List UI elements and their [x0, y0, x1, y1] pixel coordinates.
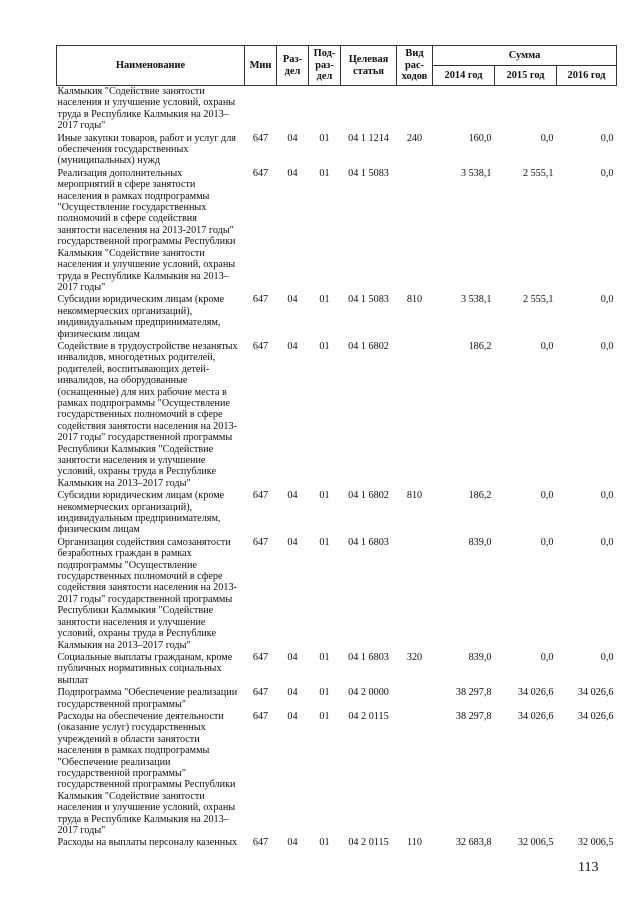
cell-2016: 0,0	[600, 651, 614, 663]
cell-razdel	[277, 86, 309, 132]
cell-target-article: 04 2 0000	[348, 687, 389, 699]
table-row	[57, 536, 617, 651]
cell-2014: 38 297,8	[455, 687, 492, 699]
cell-target-article: 04 1 6802	[348, 340, 389, 352]
cell-2015: 0,0	[540, 651, 554, 663]
cell-2015: 2 555,1	[522, 167, 554, 179]
cell-podrazdel: 01	[319, 837, 330, 849]
cell-podrazdel: 01	[319, 710, 330, 722]
header-expense-type: Вид рас- ходов	[397, 46, 433, 86]
cell-expense-type	[397, 710, 433, 836]
cell-2016: 34 026,6	[577, 687, 614, 699]
cell-expense-type: 320	[406, 651, 423, 663]
table-body	[57, 86, 617, 849]
cell-2015: 0,0	[540, 340, 554, 352]
cell-2016: 0,0	[600, 132, 614, 144]
budget-table-sheet	[56, 45, 616, 849]
cell-2016: 0,0	[600, 167, 614, 179]
cell-2014: 3 538,1	[460, 167, 492, 179]
cell-2015: 32 006,5	[517, 837, 554, 849]
cell-podrazdel: 01	[319, 340, 330, 352]
header-target-article: Целевая статья	[341, 46, 397, 86]
cell-2015: 0,0	[540, 132, 554, 144]
cell-podrazdel: 01	[319, 294, 330, 306]
cell-min: 647	[252, 536, 269, 548]
cell-razdel: 04	[287, 536, 298, 548]
cell-2015: 0,0	[540, 536, 554, 548]
cell-target-article	[341, 86, 397, 132]
table-row	[57, 686, 617, 710]
cell-target-article: 04 1 6803	[348, 536, 389, 548]
cell-razdel: 04	[287, 294, 298, 306]
budget-table	[56, 45, 617, 849]
cell-2015: 34 026,6	[517, 710, 554, 722]
cell-2014: 32 683,8	[455, 837, 492, 849]
header-podrazdel: Под- раз- дел	[309, 46, 341, 86]
cell-name: Расходы на выплаты персоналу казенных	[57, 837, 238, 849]
cell-razdel: 04	[287, 340, 298, 352]
cell-target-article: 04 1 6803	[348, 651, 389, 663]
cell-razdel: 04	[287, 132, 298, 144]
cell-name: Субсидии юридическим лицам (кроме некоммерческих организаций), индивидуальным предпринимателям, физическим лицам	[57, 294, 225, 340]
header-year-2016: 2016 год	[557, 66, 617, 86]
cell-expense-type: 240	[406, 132, 423, 144]
cell-2014: 186,2	[468, 490, 492, 502]
cell-razdel: 04	[287, 687, 298, 699]
cell-expense-type: 810	[406, 490, 423, 502]
table-row	[57, 167, 617, 293]
cell-2016: 34 026,6	[577, 710, 614, 722]
cell-name: Калмыкия "Содействие занятости населения и улучшение условий, охраны труда в Республике Калмыкия на 2013–2017 годы"	[57, 86, 236, 132]
cell-min: 647	[252, 687, 269, 699]
table-row	[57, 293, 617, 340]
cell-2014: 3 538,1	[460, 294, 492, 306]
cell-name: Реализация дополнительных мероприятий в сфере занятости населения в рамках подпрограммы "Осуществление государственных полномочий в сфере содействия занятости населения на 2013-2017 годы" государственной программы Республики Калмыкия "Содействие занятости населения и улучшение условий, охраны труда в Республике Калмыкия на 2013–2017 годы"	[57, 167, 236, 293]
cell-target-article: 04 1 5083	[348, 294, 389, 306]
cell-2015	[495, 86, 557, 132]
header-year-2015: 2015 год	[495, 66, 557, 86]
cell-razdel: 04	[287, 490, 298, 502]
cell-min: 647	[252, 651, 269, 663]
cell-name: Подпрограмма "Обеспечение реализации государственной программы"	[57, 687, 238, 710]
cell-min: 647	[252, 294, 269, 306]
cell-podrazdel: 01	[319, 167, 330, 179]
cell-2014	[433, 86, 495, 132]
cell-expense-type	[397, 86, 433, 132]
cell-target-article: 04 1 6802	[348, 490, 389, 502]
header-name: Наименование	[57, 46, 245, 86]
cell-expense-type: 110	[407, 837, 422, 849]
cell-name: Содействие в трудоустройстве незанятых инвалидов, многодетных родителей, родителей, воспитывающих детей-инвалидов, на оборудованные (оснащенные) для них рабочие места в рамках подпрограммы "Осуществление государственных полномочий в сфере содействия занятости населения на 2013-2017 годы" государственной программы Республики Калмыкия "Содействие занятости населения и улучшение условий, охраны труда в Республике Калмыкия на 2013–2017 годы"	[57, 340, 238, 489]
cell-podrazdel: 01	[319, 687, 330, 699]
table-header	[57, 46, 617, 86]
page-number: 113	[578, 860, 599, 875]
cell-podrazdel: 01	[319, 536, 330, 548]
cell-2016: 0,0	[600, 340, 614, 352]
cell-name: Социальные выплаты гражданам, кроме публичных нормативных социальных выплат	[57, 651, 233, 686]
cell-razdel: 04	[287, 710, 298, 722]
cell-podrazdel: 01	[319, 490, 330, 502]
cell-podrazdel: 01	[319, 651, 330, 663]
cell-2015: 34 026,6	[517, 687, 554, 699]
table-row	[57, 340, 617, 489]
header-sum: Сумма	[433, 46, 617, 66]
cell-target-article: 04 2 0115	[348, 710, 389, 722]
cell-expense-type: 810	[406, 294, 423, 306]
table-row	[57, 836, 617, 848]
cell-podrazdel	[309, 86, 341, 132]
cell-2016: 0,0	[600, 536, 614, 548]
cell-2014: 839,0	[468, 536, 492, 548]
header-min: Мин	[245, 46, 277, 86]
table-row	[57, 489, 617, 536]
cell-min: 647	[252, 837, 269, 849]
cell-2014: 186,2	[468, 340, 492, 352]
cell-2014: 160,0	[468, 132, 492, 144]
cell-2016	[557, 86, 617, 132]
cell-name: Иные закупки товаров, работ и услуг для обеспечения государственных (муниципальных) нужд	[57, 132, 236, 167]
cell-name: Организация содействия самозанятости безработных граждан в рамках подпрограммы "Осуществление государственных полномочий в сфере содействия занятости населения на 2013-2017 годы" государственной программы Республики Калмыкия "Содействие занятости населения и улучшение условий, охраны труда в Республике Калмыкия на 2013–2017 годы"	[57, 536, 237, 651]
cell-2016: 0,0	[600, 490, 614, 502]
cell-expense-type	[397, 167, 433, 293]
cell-target-article: 04 2 0115	[348, 837, 389, 849]
cell-min: 647	[252, 167, 269, 179]
cell-2015: 2 555,1	[522, 294, 554, 306]
cell-min: 647	[252, 340, 269, 352]
cell-name: Расходы на обеспечение деятельности (оказание услуг) государственных учреждений в области занятости населения в рамках подпрограммы "Обеспечение реализации государственной программы" государственной программы Республики Калмыкия "Содействие занятости населения и улучшение условий, охраны труда в Республике Калмыкия на 2013–2017 годы"	[57, 710, 236, 836]
cell-min: 647	[252, 710, 269, 722]
cell-target-article: 04 1 1214	[348, 132, 389, 144]
table-row	[57, 651, 617, 686]
cell-expense-type	[397, 686, 433, 710]
cell-min: 647	[252, 490, 269, 502]
cell-name: Субсидии юридическим лицам (кроме некоммерческих организаций), индивидуальным предпринимателям, физическим лицам	[57, 490, 225, 536]
cell-razdel: 04	[287, 167, 298, 179]
cell-target-article: 04 1 5083	[348, 167, 389, 179]
cell-min	[245, 86, 277, 132]
cell-razdel: 04	[287, 651, 298, 663]
header-razdel: Раз- дел	[277, 46, 309, 86]
cell-razdel: 04	[287, 837, 298, 849]
header-year-2014: 2014 год	[433, 66, 495, 86]
cell-expense-type	[397, 536, 433, 651]
cell-podrazdel: 01	[319, 132, 330, 144]
table-row	[57, 86, 617, 132]
cell-expense-type	[397, 340, 433, 489]
table-row	[57, 132, 617, 167]
cell-2016: 0,0	[600, 294, 614, 306]
cell-2016: 32 006,5	[577, 837, 614, 849]
cell-2014: 38 297,8	[455, 710, 492, 722]
cell-2015: 0,0	[540, 490, 554, 502]
table-row	[57, 710, 617, 836]
cell-min: 647	[252, 132, 269, 144]
cell-2014: 839,0	[468, 651, 492, 663]
